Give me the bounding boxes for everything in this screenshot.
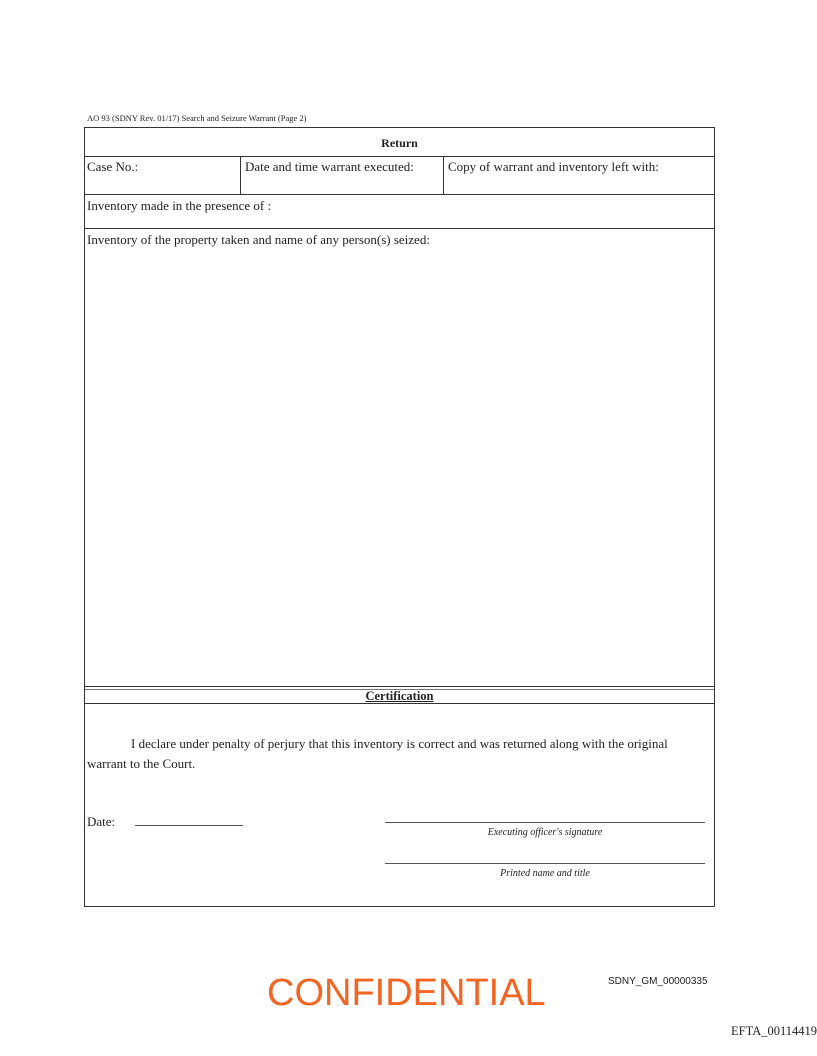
confidential-watermark: CONFIDENTIAL	[267, 972, 546, 1014]
inventory-label: Inventory of the property taken and name of any person(s) seized:	[87, 232, 430, 247]
printed-name-line	[385, 863, 705, 864]
form-header: AO 93 (SDNY Rev. 01/17) Search and Seizure Warrant (Page 2)	[87, 113, 307, 123]
signature-line	[385, 822, 705, 823]
divider	[85, 194, 714, 195]
date-label: Date:	[87, 814, 116, 829]
divider	[85, 703, 714, 704]
return-title: Return	[381, 136, 418, 150]
certification-title	[85, 689, 714, 704]
certification-title-text: Certification	[365, 689, 434, 703]
divider	[443, 156, 444, 194]
efta-number: EFTA_00114419	[731, 1024, 817, 1038]
return-form	[84, 127, 715, 907]
case-no-label: Case No.:	[87, 159, 139, 174]
printed-name-caption: Printed name and title	[500, 868, 590, 879]
date-time-executed-label: Date and time warrant executed:	[245, 159, 414, 174]
divider	[85, 228, 714, 229]
certification-statement: I declare under penalty of perjury that this inventory is correct and was returned along with the original warrant to the Court.	[87, 736, 668, 771]
signature-caption: Executing officer's signature	[487, 827, 603, 838]
divider	[85, 156, 714, 157]
divider	[85, 686, 714, 687]
copy-left-with-label: Copy of warrant and inventory left with:	[448, 159, 659, 174]
presence-label: Inventory made in the presence of :	[87, 198, 272, 213]
date-line	[135, 825, 243, 826]
bates-number: SDNY_GM_00000335	[608, 976, 708, 987]
divider	[240, 156, 241, 194]
